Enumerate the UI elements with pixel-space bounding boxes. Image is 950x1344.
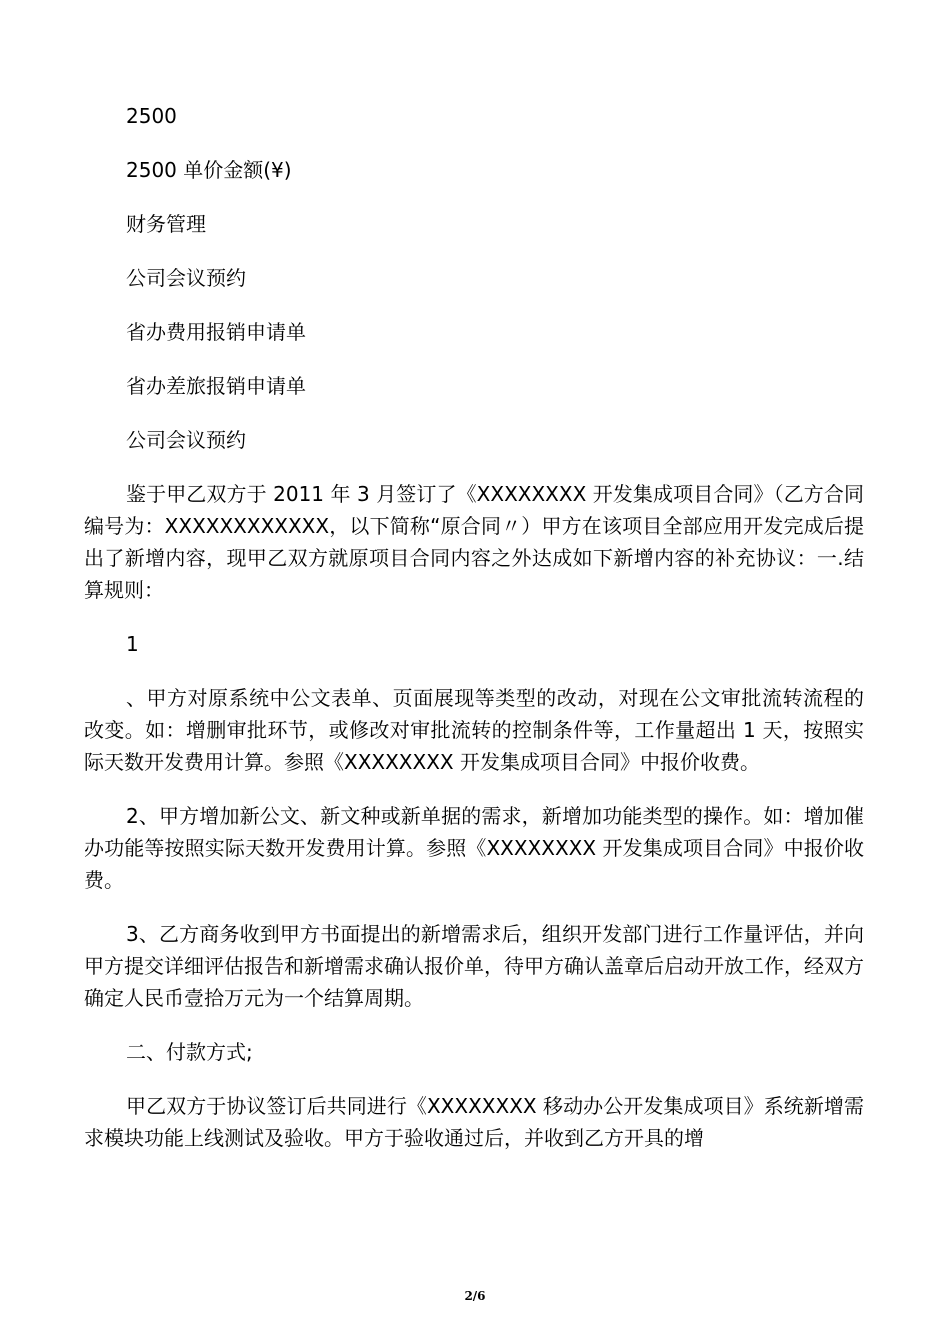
paragraph-expense-form: 省办费用报销申请单: [126, 320, 306, 344]
document-body: [84, 100, 864, 1176]
paragraph-meeting-booking-2: 公司会议预约: [126, 428, 246, 452]
page-number: 2/6: [464, 1289, 486, 1303]
paragraph-agreement-intro: 鉴于甲乙双方于 2011 年 3 月签订了《XXXXXXXX 开发集成项目合同》（乙方合同编号为：XXXXXXXXXXXX，以下简称“原合同〃）甲方在该项目全部应用开发完成后提出了新增内容，现甲乙双方就原项目合同内容之外达成如下新增内容的补充协议：一.结算规则：: [84, 482, 864, 602]
paragraph-payment-terms: 甲乙双方于协议签订后共同进行《XXXXXXXX 移动办公开发集成项目》系统新增需求模块功能上线测试及验收。甲方于验收通过后，并收到乙方开具的增: [84, 1094, 864, 1150]
paragraph-rule-3: 3、乙方商务收到甲方书面提出的新增需求后，组织开发部门进行工作量评估，并向甲方提交详细评估报告和新增需求确认报价单，待甲方确认盖章后启动开放工作，经双方确定人民币壹拾万元为一个结算周期。: [84, 922, 864, 1010]
paragraph-meeting-booking: 公司会议预约: [126, 266, 246, 290]
paragraph-amount: 2500: [126, 104, 177, 128]
paragraph-travel-form: 省办差旅报销申请单: [126, 374, 306, 398]
paragraph-item-number: 1: [126, 632, 139, 656]
paragraph-rule-2: 2、甲方增加新公文、新文种或新单据的需求，新增加功能类型的操作。如：增加催办功能等按照实际天数开发费用计算。参照《XXXXXXXX 开发集成项目合同》中报价收费。: [84, 804, 864, 892]
paragraph-finance: 财务管理: [126, 212, 206, 236]
paragraph-rule-1: 、甲方对原系统中公文表单、页面展现等类型的改动，对现在公文审批流转流程的改变。如：增删审批环节，或修改对审批流转的控制条件等，工作量超出 1 天，按照实际天数开发费用计算。参照《XXXXXXXX 开发集成项目合同》中报价收费。: [84, 686, 864, 774]
section-heading-payment: 二、付款方式;: [126, 1040, 253, 1064]
paragraph-unit-price: 2500 单价金额(¥): [126, 158, 292, 182]
